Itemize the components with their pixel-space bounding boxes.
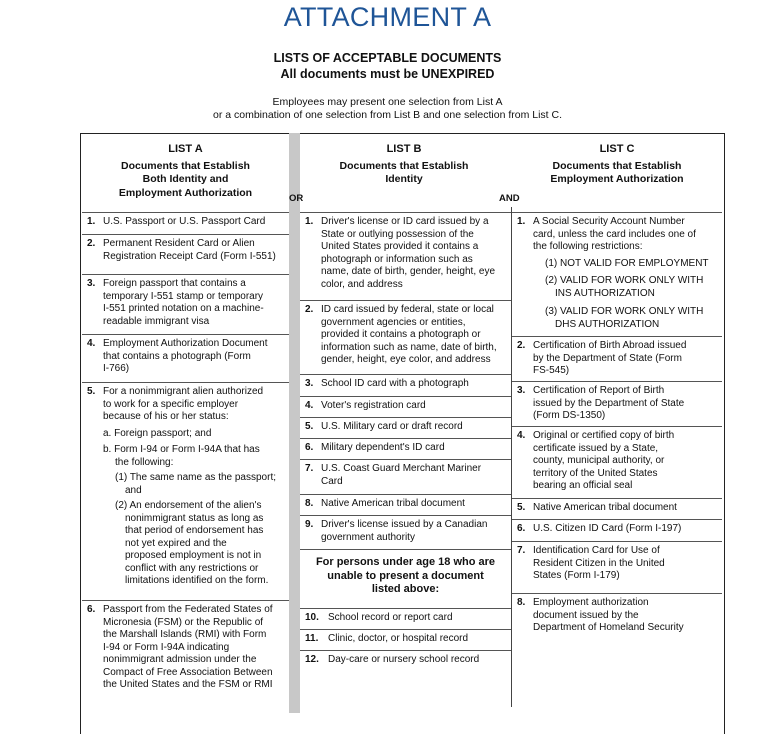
item-number: 4. bbox=[517, 430, 526, 441]
item-text: Registration Receipt Card (Form I-551) bbox=[103, 250, 276, 262]
item-text: photograph or information such as bbox=[321, 253, 473, 265]
item-text: (Form DS-1350) bbox=[533, 410, 606, 421]
item-number: 5. bbox=[87, 386, 96, 397]
item-text: I-94 or Form I-94A indicating bbox=[103, 641, 230, 653]
item-text: U.S. Citizen ID Card (Form I-197) bbox=[533, 523, 682, 534]
item-text: because of his or her status: bbox=[103, 411, 229, 422]
item-text: Driver's license or ID card issued by a bbox=[321, 216, 489, 227]
item-text: the following restrictions: bbox=[533, 241, 643, 252]
item-text: School record or report card bbox=[328, 612, 453, 623]
item-text: Native American tribal document bbox=[533, 502, 677, 513]
list-b-header bbox=[300, 143, 508, 187]
item-text: Compact of Free Association Between bbox=[103, 666, 273, 678]
item-text: Identification Card for Use of bbox=[533, 545, 660, 556]
page-title: ATTACHMENT A bbox=[283, 2, 492, 32]
list-b-item bbox=[300, 396, 511, 417]
list-c-subtitle: Employment Authorization bbox=[550, 173, 684, 185]
list-c-item bbox=[512, 426, 722, 498]
item-text: Permanent Resident Card or Alien bbox=[103, 238, 255, 249]
item-number: 6. bbox=[517, 523, 526, 534]
list-a-item bbox=[82, 234, 289, 274]
item-number: 6. bbox=[305, 442, 314, 453]
item-text: Certification of Birth Abroad issued bbox=[533, 340, 687, 351]
item-number: 3. bbox=[517, 385, 526, 396]
item-text: School ID card with a photograph bbox=[321, 378, 469, 389]
item-text: government agencies or entities, bbox=[321, 316, 466, 328]
item-text: Certification of Report of Birth bbox=[533, 385, 665, 396]
item-text: (3) VALID FOR WORK ONLY WITH bbox=[545, 306, 704, 317]
item-text: Day-care or nursery school record bbox=[328, 654, 480, 665]
item-text: territory of the United States bbox=[533, 467, 658, 479]
list-a-item bbox=[82, 212, 289, 234]
item-text: limitations identified on the form. bbox=[125, 575, 269, 586]
item-number: 8. bbox=[305, 498, 314, 509]
lists-heading: LISTS OF ACCEPTABLE DOCUMENTS bbox=[273, 51, 502, 65]
item-number: 12. bbox=[305, 654, 319, 665]
item-number: 2. bbox=[305, 304, 314, 315]
item-number: 1. bbox=[305, 216, 314, 227]
item-text: a. Foreign passport; and bbox=[103, 427, 212, 439]
item-text: For a nonimmigrant alien authorized bbox=[103, 386, 264, 397]
list-b-item bbox=[300, 629, 511, 650]
item-text: (1) NOT VALID FOR EMPLOYMENT bbox=[545, 257, 709, 269]
item-text: Original or certified copy of birth bbox=[533, 430, 675, 441]
list-c-item bbox=[512, 541, 722, 593]
item-text: gender, height, eye color, and address bbox=[321, 354, 491, 365]
item-text: Employment authorization bbox=[533, 597, 649, 608]
item-text: color, and address bbox=[321, 278, 403, 290]
item-text: A Social Security Account Number bbox=[533, 216, 685, 227]
item-text: issued by the Department of State bbox=[533, 397, 685, 409]
list-c-item bbox=[512, 498, 722, 519]
list-b-item bbox=[300, 515, 511, 549]
list-a-subtitle: Documents that Establish bbox=[121, 159, 250, 172]
item-text: readable immigrant visa bbox=[103, 315, 210, 327]
item-text: proposed employment is not in bbox=[125, 550, 262, 561]
list-b-item bbox=[300, 459, 511, 494]
item-text: FS-545) bbox=[533, 365, 570, 376]
item-text: information such as name, date of birth, bbox=[321, 341, 497, 353]
item-text: certificate issued by a State, bbox=[533, 442, 659, 454]
item-text: temporary I-551 stamp or temporary bbox=[103, 290, 264, 302]
list-b-subtitle: Identity bbox=[385, 173, 423, 185]
minor-note-text: listed above: bbox=[371, 583, 440, 595]
item-text: government authority bbox=[321, 531, 415, 543]
item-text: Native American tribal document bbox=[321, 498, 465, 509]
item-text: Clinic, doctor, or hospital record bbox=[328, 633, 469, 644]
item-number: 3. bbox=[305, 378, 314, 389]
item-text: Employment Authorization Document bbox=[103, 338, 268, 349]
intro-line-2: or a combination of one selection from List B and one selection from List C. bbox=[212, 109, 562, 121]
list-b-item bbox=[300, 494, 511, 515]
item-text: to work for a specific employer bbox=[103, 398, 239, 410]
item-text: county, municipal authority, or bbox=[533, 455, 665, 466]
list-b-item bbox=[300, 212, 511, 300]
minor-note bbox=[300, 549, 511, 608]
item-text: the United States and the FSM or RMI bbox=[103, 679, 273, 690]
list-a-item bbox=[82, 600, 289, 709]
item-number: 7. bbox=[517, 545, 526, 556]
list-a-item bbox=[82, 274, 289, 334]
item-number: 1. bbox=[517, 216, 526, 227]
and-label: AND bbox=[499, 193, 520, 204]
item-text: I-766) bbox=[103, 363, 130, 374]
list-a-b-divider bbox=[289, 133, 300, 713]
list-a-header bbox=[82, 143, 289, 200]
item-number: 4. bbox=[87, 338, 96, 349]
or-label: OR bbox=[289, 193, 304, 204]
item-text: Military dependent's ID card bbox=[321, 442, 445, 453]
list-c-item bbox=[512, 212, 722, 336]
list-b-subtitle: Documents that Establish bbox=[339, 159, 469, 172]
item-text: State or outlying possession of the bbox=[321, 228, 474, 240]
list-c-subtitle: Documents that Establish bbox=[552, 159, 682, 172]
item-text: Department of Homeland Security bbox=[533, 622, 684, 633]
item-number: 1. bbox=[87, 216, 96, 227]
item-text: (2) An endorsement of the alien's bbox=[115, 500, 262, 511]
list-b-label: LIST B bbox=[386, 143, 422, 155]
item-number: 4. bbox=[305, 400, 314, 411]
item-text: Foreign passport that contains a bbox=[103, 278, 246, 289]
item-text: that contains a photograph (Form bbox=[103, 350, 251, 362]
item-text: nonimmigrant admission under the bbox=[103, 654, 257, 665]
item-text: (1) The same name as the passport; bbox=[115, 472, 277, 483]
item-text: and bbox=[125, 484, 142, 496]
list-c-item bbox=[512, 336, 722, 381]
item-text: U.S. Passport or U.S. Passport Card bbox=[103, 216, 266, 227]
item-number: 2. bbox=[517, 340, 526, 351]
item-number: 5. bbox=[305, 421, 314, 432]
item-text: name, date of birth, gender, height, eye bbox=[321, 266, 496, 277]
item-text: not yet expired and the bbox=[125, 537, 227, 549]
item-text: conflict with any restrictions or bbox=[125, 562, 259, 574]
item-text: United States provided it contains a bbox=[321, 241, 479, 252]
item-text: by the Department of State (Form bbox=[533, 352, 682, 364]
item-text: Card bbox=[321, 475, 343, 487]
list-b-item bbox=[300, 650, 511, 672]
intro-line-1: Employees may present one selection from List A bbox=[272, 96, 503, 108]
item-text: provided it contains a photograph or bbox=[321, 329, 481, 340]
list-a-item bbox=[82, 334, 289, 382]
item-text: the following: bbox=[115, 456, 174, 468]
list-b-item bbox=[300, 438, 511, 459]
list-c-item bbox=[512, 381, 722, 426]
item-number: 10. bbox=[305, 612, 319, 623]
list-c-header bbox=[512, 143, 722, 187]
unexpired-heading: All documents must be UNEXPIRED bbox=[280, 67, 495, 81]
item-text: ID card issued by federal, state or local bbox=[321, 304, 494, 315]
item-text: Driver's license issued by a Canadian bbox=[321, 519, 488, 530]
item-text: Passport from the Federated States of bbox=[103, 604, 273, 615]
item-text: nonimmigrant status as long as bbox=[125, 512, 264, 524]
item-text: that period of endorsement has bbox=[125, 525, 264, 536]
item-text: U.S. Coast Guard Merchant Mariner bbox=[321, 463, 482, 474]
item-number: 7. bbox=[305, 463, 314, 474]
item-text: INS AUTHORIZATION bbox=[555, 287, 655, 299]
item-number: 9. bbox=[305, 519, 314, 530]
item-text: b. Form I-94 or Form I-94A that has bbox=[103, 444, 260, 455]
item-text: Voter's registration card bbox=[321, 400, 426, 411]
item-text: Micronesia (FSM) or the Republic of bbox=[103, 616, 264, 628]
list-c-item bbox=[512, 593, 722, 643]
list-a-subtitle: Both Identity and bbox=[142, 173, 229, 185]
item-text: card, unless the card includes one of bbox=[533, 228, 696, 240]
item-text: U.S. Military card or draft record bbox=[321, 421, 463, 432]
list-b-item bbox=[300, 608, 511, 629]
item-number: 8. bbox=[517, 597, 526, 608]
item-number: 2. bbox=[87, 238, 96, 249]
list-b-item bbox=[300, 300, 511, 374]
item-text: (2) VALID FOR WORK ONLY WITH bbox=[545, 275, 704, 286]
item-number: 11. bbox=[305, 633, 319, 644]
item-number: 5. bbox=[517, 502, 526, 513]
list-a-subtitle: Employment Authorization bbox=[118, 186, 253, 199]
item-text: I-551 printed notation on a machine- bbox=[103, 303, 264, 314]
item-text: DHS AUTHORIZATION bbox=[555, 318, 660, 330]
item-text: bearing an official seal bbox=[533, 480, 633, 491]
item-number: 3. bbox=[87, 278, 96, 289]
list-c-item bbox=[512, 519, 722, 541]
item-text: Resident Citizen in the United bbox=[533, 557, 665, 569]
item-text: States (Form I-179) bbox=[533, 570, 620, 581]
list-c-label: LIST C bbox=[599, 143, 635, 155]
list-a-label: LIST A bbox=[168, 143, 203, 155]
list-a-item bbox=[82, 382, 289, 600]
item-number: 6. bbox=[87, 604, 96, 615]
item-text: document issued by the bbox=[533, 609, 639, 621]
minor-note-text: For persons under age 18 who are bbox=[315, 556, 496, 568]
list-b-item bbox=[300, 374, 511, 396]
list-b-item bbox=[300, 417, 511, 438]
item-text: the Marshall Islands (RMI) with Form bbox=[103, 629, 267, 640]
minor-note-text: unable to present a document bbox=[327, 569, 484, 582]
